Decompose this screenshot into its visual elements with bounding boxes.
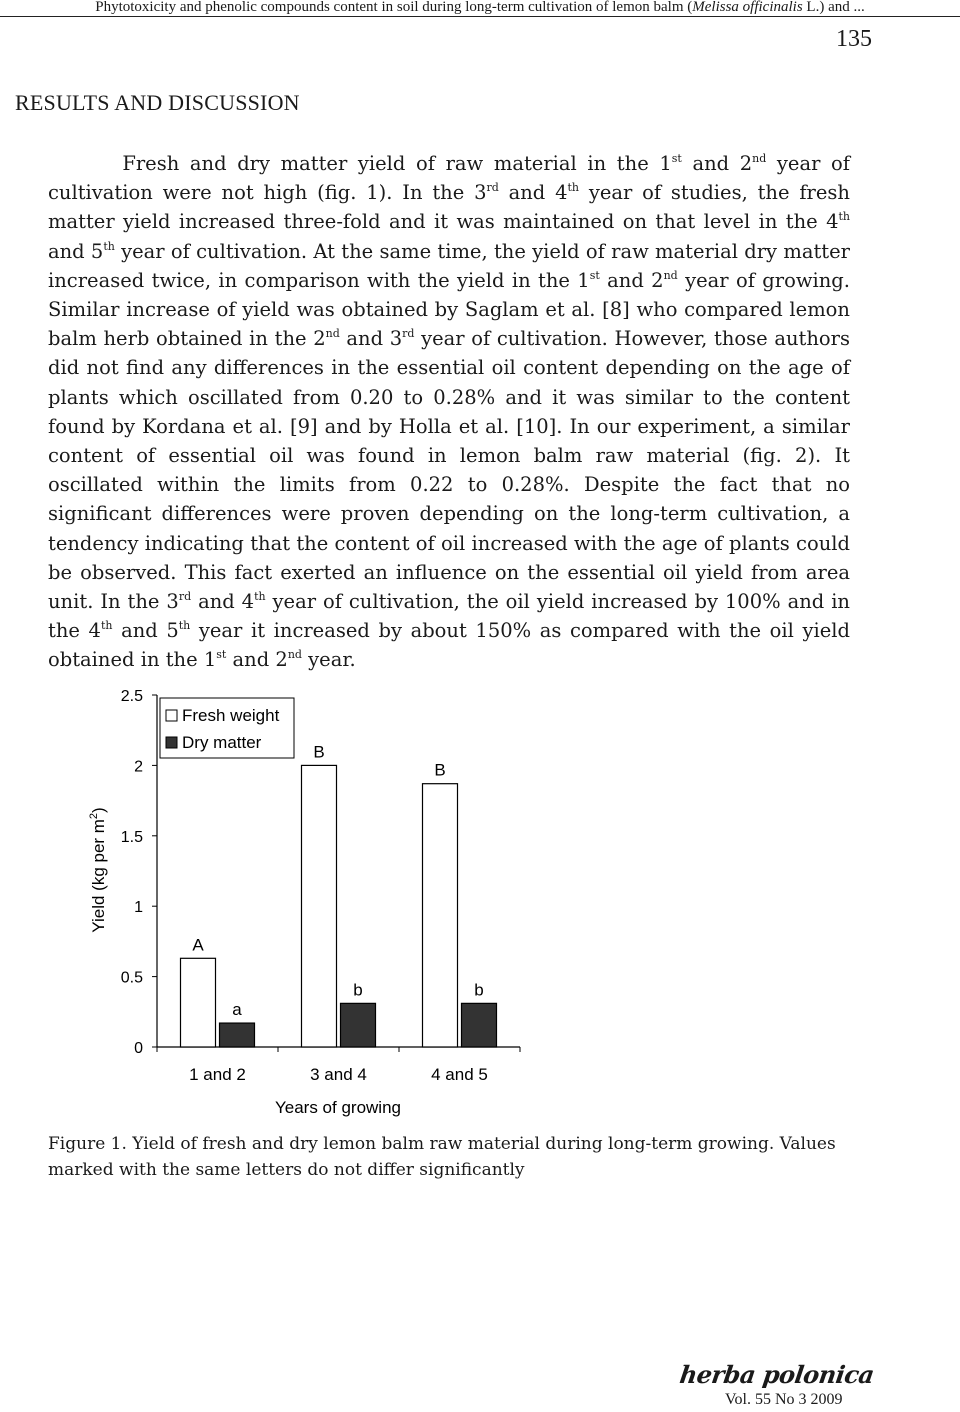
running-head [0,0,960,17]
body-text-segment: and 2 [226,648,288,672]
x-tick-label: 1 and 2 [189,1065,246,1084]
significance-letter: b [474,980,484,1000]
section-heading: RESULTS AND DISCUSSION [15,90,300,115]
bar-dry-matter [462,1003,497,1047]
body-superscript: rd [402,327,415,341]
body-text-segment: year it increased by about 150% as compared with the oil yield obtained in the 1 [48,619,850,672]
running-head-pre: Phytotoxicity and phenolic compounds content in soil during long-term cultivation of lemon balm ( [95,0,693,15]
running-head-post: L.) and ... [802,0,865,15]
body-text-segment: and 4 [191,590,255,614]
body-superscript: th [567,181,580,195]
body-superscript: rd [178,590,192,604]
running-head-species: Melissa officinalis [692,0,803,15]
body-superscript: st [216,648,227,662]
yield-bar-chart [70,670,540,1125]
body-superscript: st [589,268,600,282]
legend-label-dry: Dry matter [182,733,262,752]
legend-swatch-dry [166,737,177,748]
body-superscript: st [671,152,682,165]
body-text-segment: and 3 [339,327,403,351]
y-tick-label: 1.5 [120,828,143,846]
x-tick-label: 4 and 5 [431,1065,488,1084]
figure-caption: Figure 1. Yield of fresh and dry lemon balm raw material during long-term growing. Values marked with the same letters do not differ significantly [48,1134,836,1180]
chart-legend [160,698,294,758]
body-superscript: nd [663,268,678,282]
body-superscript: nd [287,648,302,662]
body-text-segment: and 2 [681,152,753,175]
y-tick-label: 1 [134,899,143,917]
body-superscript: th [254,590,266,604]
body-text-segment: Fresh and dry matter yield of raw material in the 1 [122,152,672,175]
body-text-segment: year of growing. Similar increase of yield was obtained by Saglam et al. [8] who compared lemon balm herb obtained in the 2 [48,268,850,351]
significance-letter: B [313,742,325,762]
body-text-segment: year of cultivation. At the same time, the yield of raw material dry matter increased twice, in comparison with the yield in the 1 [48,239,850,292]
y-axis-label [88,807,108,932]
body-text-segment: year. [301,648,356,672]
y-tick-label: 2 [134,758,143,776]
y-tick-label: 2.5 [120,688,143,705]
body-superscript: th [100,619,113,633]
legend-label-fresh: Fresh weight [182,706,280,725]
body-text-segment: and 4 [498,181,568,205]
bar-fresh-weight [423,784,458,1047]
body-superscript: th [103,239,115,253]
significance-letter: b [353,980,363,1000]
page-number: 135 [836,26,872,52]
y-axis-label-main: Yield (kg per m [89,819,108,933]
body-text-segment: year of cultivation were not high (fig. 1). In the 3 [48,152,850,205]
body-superscript: nd [325,327,340,341]
body-paragraph [48,149,850,675]
y-tick-label: 0 [134,1040,143,1057]
bar-dry-matter [220,1023,255,1047]
y-axis-label-sup: 2 [88,812,100,820]
journal-logo: herba polonica [677,1360,876,1389]
bar-fresh-weight [302,765,337,1047]
body-text-segment: year of cultivation. However, those authors did not find any differences in the essential oil content depending on the age of plants which oscillated from 0.20 to 0.28% and it was similar to the content found by Kordana et al. [9] and by Holla et al. [10]. In our experiment, a similar content of essential oil was found in lemon balm raw material (fig. 2). It oscillated within the limits from 0.22 to 0.28%. Despite the fact that no significant differences were proven depending on the long-term cultivation, a tendency indicating that the content of oil increased with the age of plants could be observed. This fact exerted an influence on the essential oil yield from area unit. In the 3 [48,327,851,614]
significance-letter: A [192,935,204,955]
bar-fresh-weight [181,958,216,1047]
significance-letter: B [434,760,446,780]
legend-swatch-fresh [166,710,177,721]
body-text-segment: year of cultivation, the oil yield increased by 100% and in the 4 [48,590,850,643]
y-axis-label-end: ) [89,807,108,813]
body-superscript: th [838,210,850,224]
x-axis-label: Years of growing [274,1098,402,1117]
y-tick-label: 0.5 [120,969,143,987]
body-superscript: nd [752,152,767,165]
bar-dry-matter [341,1003,376,1047]
body-text-segment: and 2 [599,268,664,292]
body-text-segment: and 5 [112,619,179,643]
body-superscript: rd [486,181,499,195]
volume-info: Vol. 55 No 3 2009 [725,1391,843,1408]
body-text-segment: and 5 [48,239,104,263]
significance-letter: a [232,1000,242,1020]
body-text-segment: year of studies, the fresh matter yield increased three-fold and it was maintained on that level in the 4 [48,181,850,234]
body-superscript: th [178,619,191,633]
x-tick-label: 3 and 4 [310,1065,367,1084]
